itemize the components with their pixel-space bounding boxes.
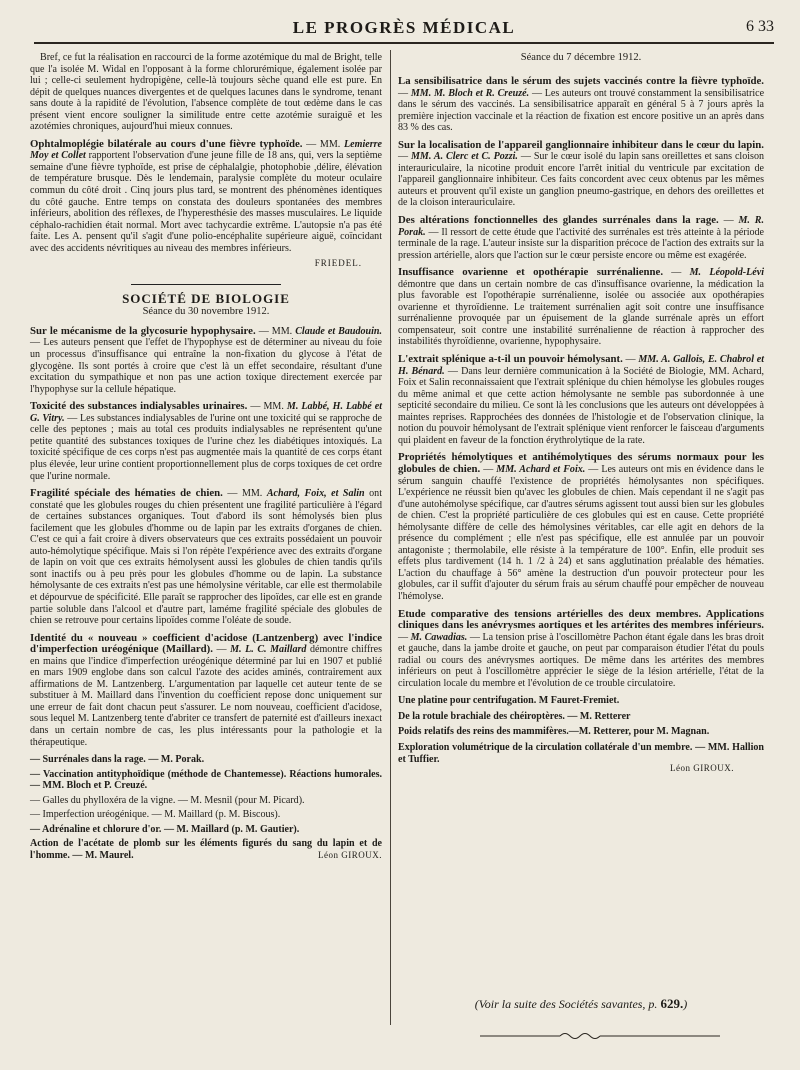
article-title: La sensibilisatrice dans le sérum des sujets vaccinés contre la fièvre typhoïde. <box>398 75 764 87</box>
article-text: démontre chiffres en mains que l'indice d'imperfection uréogénique déterminé par lui en 1907 et publié en mars 1909 englobe dans son calcul l'azote des acides aminés, contrairement aux affirmations de M. Lantzenberg. L'argumentation par laquelle cet auteur tente de se substituer à M. Maillard dans l'invention du coefficient repose donc uniquement sur une erreur de fait dont chacun peut s'assurer. Le nom nouveau, coefficient d'acidose, sous lequel M. Lantzenberg tente d'abriter ce transfert de paternité est d'ailleurs inexact dans un certain nombre de cas, les plus intéressants pour la pathologie et la thérapeutique. <box>30 644 383 748</box>
ornament-rule <box>480 1030 720 1042</box>
article-title: L'extrait splénique a-t-il un pouvoir hémolysant. <box>398 353 623 366</box>
article-authors: MM. A. Gallois, E. Chabrol et H. Bénard. <box>398 354 764 377</box>
intro-paragraph: Bref, ce fut la réalisation en raccourci de la forme azotémique du mal de Bright, telle que l'a isolée M. Widal en l'opposant à la forme chlorurémique, également isolée par lui ; celle-ci seulement hydropigène, celle-là toujours sèche quand elle est pure. En dépit de quelques nuances divergentes et de quelques lacunes dans le syndrome, tenant sans doute à la rapidité de l'évolution, l'absence complète de tout œdème dans le cas présent vient encore souligner la similitude entre cette azotémie suraiguë et les azotémies chroniques, aujourd'hui mieux connues. <box>30 52 382 133</box>
continuation-page: 629. <box>660 996 684 1011</box>
list-item: Poids relatifs des reins des mammifères.—M. Retterer, pour M. Magnan. <box>398 726 710 738</box>
article-text: Dans leur dernière communication à la Société de Biologie, MM. Achard, Foix et Salin reconnaissaient que l'extrait splénique du chien hémolyse les globules rouges du même animal et que cette action hémolysante ne semble pas subordonnée à une septicité secondaire du milieu. Ce sont là les conclusions que les auteurs ont développées à maintes reprises. Rapprochées des données de l'histologie et de l'observation clinique, la notion du pouvoir hémolysant de l'extrait splénique vient renforcer le faisceau d'arguments qui plaident en faveur de la fonction érythrolytique de la rate. <box>398 365 765 446</box>
page-number: 6 33 <box>746 18 774 35</box>
header-rule <box>34 42 774 44</box>
article-authors: Claude et Baudouin. <box>295 325 383 337</box>
signature-giroux: Léon GIROUX. <box>670 763 734 774</box>
article-authors: M. R. Porak. <box>398 215 764 238</box>
list-item: — Adrénaline et chlorure d'or. — M. Maillard (p. M. Gautier). <box>30 823 300 835</box>
article-authors: M. L. C. Maillard <box>230 644 307 656</box>
article-text: ont constaté que les globules rouges du chien présentent une fragilité particulière à l'égard de certaines substances organiques. Tout d'abord ils sont hémolysés bien plus facilement que les globules d'homme ou de lapin par les extraits d'organes de chien. C'est ce qui a fait croire à divers observateurs que ces extraits possédaient un pouvoir auto-hémolytique spécifique. Mais si l'on répète l'expérience avec des extraits d'organe de lapin on voit que ces extraits hémolysent aussi les globules de chien tandis qu'ils sont inactifs ou à peu près pour les globules d'homme ou de lapin. La substance hémolysante de ces extraits n'est pas une hémolysine véritable, car elle est thermolabile et dépourvue de spécificité. Elle paraît se rapprocher des lipoïdes, car elle est en grande partie soluble dans l'alcool et d'autre part, laméme fragilité spéciale des globules de chien se retrouve pour certains lipoïdes comme l'oléate de soude. <box>30 488 382 627</box>
article-text: Sur le cœur isolé du lapin sans oreillettes et sans cloison interauriculaire, la nicotine produit encore l'arrêt initial du ventricule par excitation de l'appareil ganglionnaire inhibiteur. Ces faits concordent avec ceux obtenus par les mêmes auteurs et prouvent qu'il existe un ganglion pneumo-gastrique, en dehors des oreillettes et de la cloison interauriculaire. <box>398 151 764 209</box>
society-title: SOCIÉTÉ DE BIOLOGIE <box>122 290 290 306</box>
article-authors: M. Léopold-Lévi <box>689 267 764 279</box>
seance-date: Séance du 30 novembre 1912. <box>142 306 270 318</box>
list-item: — Galles du phylloxéra de la vigne. — M. Mesnil (pour M. Picard). <box>30 794 305 806</box>
article-title: Ophtalmoplégie bilatérale au cours d'une fièvre typhoïde. <box>30 137 303 150</box>
right-column: La sensibilisatrice dans le sérum des sujets vaccinés contre la fièvre typhoïde. — MM. M. Bloch et R. Creuzé. — Les auteurs ont trouvé constamment la sensibilisatrice dans le sérum des vaccinés. La sensibilisatrice apparaît en général 5 à 7 jours après la première injection vaccinale et la réaction de fixation est encore positive un an après dans 83 % des cas. Sur la localisation de l'appareil ganglionnaire inhibiteur dans le cœur du lapin. — MM. A. Clerc et C. Pozzi. — Sur le cœur isolé du lapin sans oreillettes et sans cloison interauriculaire, la nicotine produit encore l'arrêt initial du ventricule par excitation de l'appareil ganglionnaire inhibiteur. Ces faits concordent avec ceux obtenus par les mêmes auteurs et prouvent qu'il existe un ganglion pneumo-gastrique, en dehors des oreillettes et de la cloison interauriculaire. Des altérations fonctionnelles des glandes surrénales dans la rage. — M. R. Porak. — Il ressort de cette étude que l'activité des surrénales est très atteinte à la période terminale de la rage. L'auteur insiste sur la disparition précoce de l'action des extraits sur la pression artérielle, alors que l'action sur le cœur persiste encore ou même est exagérée. Insuffisance ovarienne et opothérapie surrénalienne. — M. Léopold-Lévi démontre que dans un certain nombre de cas d'insuffisance ovarienne, la médication la plus favorable est l'opothérapie surrénalienne, isolée ou associée aux opothérapies ovarienne et thyroïdienne. Le traitement surrénalien agit soit contre une insuffisance surrénalienne provoquée par un épuisement de la glande surrénale après un effort compensateur, soit contre une instabilité surrénalienne de réaction à rapprocher des instabilités thyroïdienne, ovarienne, hypophysaire. L'extrait splénique a-t-il un pouvoir hémolysant. — MM. A. Gallois, E. Chabrol et H. Bénard. — Dans leur dernière communication à la Société de Biologie, MM. Achard, Foix et Salin reconnaissaient que l'extrait splénique du chien hémolyse les globules rouges du même animal et que cette action hémolysante ne semble pas subordonnée à une septicité secondaire du milieu. Ce sont là les conclusions que les auteurs ont développées à maintes reprises. Rapprochées des données de l'histologie et de l'observation clinique, la notion du pouvoir hémolysant de l'extrait splénique vient renforcer le faisceau d'arguments qui plaident en faveur de la fonction érythrolytique de la rate. Propriétés hémolytiques et antihémolytiques des sérums normaux pour les globules de chien. — MM. Achard et Foix. — Les auteurs ont mis en évidence dans le sérum sanguin chauffé l'existence de propriétés hémolysantes non spécifiques. L'expérience ne réussit bien qu'avec les globules de chien. Mais cependant il ne s'agit pas d'une autohémolyse spécifique, car d'autres sérums agissent tout aussi bien sur les globules de chien. C'est la propriété particulière de ces globules qui est en cause. Cette propriété hémolysante diffère de celle des hémolysines véritables, car elle agit en dehors de la présence du complément ; elle n'est pas spécifique, elle est annulée par un pouvoir antagoniste ; thermolabile, elle résiste à la température de 100°. Enfin, elle produit ses effets plus tardivement (14 h. 1 /2 à 24) et sans agglutination préalable des hématies. L'action du chauffage à 56° amène la destruction d'un pouvoir protecteur pour les globules, car il suffit d'ajouter du sérum frais au sérum chauffé pour empêcher de nouveau l'hémolyse. Etude comparative des tensions artérielles des deux membres. Applications cliniques dans les anévrysmes aortiques et les artérites des membres inférieurs. — M. Cawadias. — La tension prise à l'oscillomètre Pachon étant égale dans les bras droit et gauche, dans la jambe droite et gauche, on peut par comparaison étudier l'état du pouls radial ou cours des anévrysmes aortiques. De même dans les artérites des membres inférieurs on peut à l'oscillomètre apprécier le siège de la lésion artérielle, l'état de la circulation locale du membre et l'évolution de ce trouble circulatoire. Une platine pour centrifugation. M Fauret-Fremiet. De la rotule brachiale des chéiroptères. — M. Retterer Poids relatifs des reins des mammifères.—M. Retterer, pour M. Magnan. Exploration volumétrique de la circulation collatérale d'un membre. — MM. Hallion et Tuffier. Léon GIROUX. <box>398 75 765 774</box>
article-authors: MM. M. Bloch et R. Creuzé. <box>410 87 530 99</box>
article-title: Insuffisance ovarienne et opothérapie surrénalienne. <box>398 266 664 279</box>
article-title: Propriétés hémolytiques et antihémolytiques des sérums normaux pour les globules de chien. <box>398 451 764 475</box>
continuation-text: (Voir la suite des Sociétés savantes, p. <box>474 997 658 1011</box>
article-plomb <box>30 838 382 861</box>
article-title: Toxicité des substances indialysables urinaires. <box>30 400 248 413</box>
article-title: Action de l'acétate de plomb sur les éléments figurés du sang du lapin et de l'homme. — M. Maurel. <box>30 838 382 861</box>
article-title: Sur le mécanisme de la glycosurie hypophysaire. <box>30 324 256 337</box>
list-item: — Surrénales dans la rage. — M. Porak. <box>30 754 205 766</box>
article-text: Les auteurs ont mis en évidence dans le sérum sanguin chauffé l'existence de propriétés hémolysantes non spécifiques. L'expérience ne réussit bien qu'avec les globules de chien. Mais cependant il ne s'agit pas d'une autohémolyse spécifique, car d'autres sérums agissent tout aussi bien sur les globules de chien. C'est la propriété particulière de ces globules qui est en cause. Cette propriété hémolysante diffère de celle des hémolysines véritables, car elle agit en dehors de la présence du complément ; elle n'est pas spécifique, elle est annulée par un pouvoir antagoniste ; thermolabile, elle résiste à la température de 100°. Enfin, elle produit ses effets plus tardivement (14 h. 1 /2 à 24) et sans agglutination préalable des hématies. L'action du chauffage à 56° amène la destruction d'un pouvoir protecteur pour les globules, car il suffit d'ajouter du sérum frais au sérum chauffé pour empêcher de nouveau l'hémolyse. <box>398 463 764 602</box>
signature-friedel: FRIEDEL. <box>314 258 362 269</box>
article-authors: M. Cawadias. <box>410 631 468 643</box>
page-header <box>34 18 774 40</box>
article-text: Il ressort de cette étude que l'activité des surrénales est très atteinte à la période terminale de la rage. L'auteur insiste sur la disparition précoce de l'action des extraits sur la pression artérielle, alors que l'action sur le cœur persiste encore ou même est exagérée. <box>398 226 764 261</box>
list-item: Une platine pour centrifugation. M Fauret-Fremiet. <box>398 695 620 707</box>
column-divider <box>390 50 391 1025</box>
article-authors: Achard, Foix, et Salin <box>266 488 365 500</box>
list-item: Exploration volumétrique de la circulation collatérale d'un membre. — MM. Hallion et Tuffier. <box>398 741 764 765</box>
article-text: démontre que dans un certain nombre de cas d'insuffisance ovarienne, la médication la plus favorable est l'opothérapie surrénalienne, isolée ou associée aux opothérapies ovarienne et thyroïdienne. Le traitement surrénalien agit soit contre une insuffisance surrénalienne provoquée par un épuisement de la glande surrénale après un effort compensateur, soit contre une instabilité surrénalienne de réaction à rapprocher des instabilités thyroïdienne, ovarienne, hypophysaire. <box>398 278 764 348</box>
article-text: rapportent l'observation d'une jeune fille de 18 ans, qui, vers la septième semaine d'une fièvre typhoïde, est prise de céphalalgie, photophobie ,délire, élévation de température brusque. Dès le lendemain, paralysie complète du moteur oculaire commun du côté droit . Cinq jours plus tard, se montrent des phénomènes identiques du côté gauche. Entre temps on constata des douleurs spontanées des membres inférieurs, abolition des réflexes, de l'hyperesthésie des masses musculaires. Le liquide céphalo-rachidien était normal. Mort avec tachycardie extrême. L'autopsie n'a pas été faite. Les A. pensent qu'il s'agit d'une polio-encéphalite supérieure aiguë, coïncidant avec des accidents névritiques au niveau des membres inférieurs. <box>30 150 383 254</box>
journal-title: LE PROGRÈS MÉDICAL <box>292 18 516 37</box>
article-title: Fragilité spéciale des hématies de chien. <box>30 487 223 500</box>
list-item: De la rotule brachiale des chéiroptères. — M. Retterer <box>398 710 631 722</box>
list-item: — Vaccination antityphoïdique (méthode de Chantemesse). Réactions humorales.— MM. Bloch et P. Creuzé. <box>30 768 382 792</box>
article-text: Les auteurs ont trouvé constamment la sensibilisatrice dans le sérum des vaccinés. La sensibilisatrice apparaît en général 5 à 7 jours après la première injection vaccinale et la réaction de fixation est encore positive un an après dans 83 % des cas. <box>398 87 765 134</box>
article-title: Identité du « nouveau » coefficient d'acidose (Lantzenberg) avec l'indice d'imperfection uréogénique (Maillard). <box>30 631 382 656</box>
continuation-close: ) <box>683 997 688 1011</box>
article-text: Les substances indialysables de l'urine ont une toxicité qui se rapproche de celle des peptones ; mais au total ces produits indialysables ne représentent qu'une petite quantité des substances toxiques de l'urine chez les diabétiques intoxiqués. La toxicité spécifique de ces corps n'est pas augmentée mais la quantité de ces corps étant plus élevée, leur urine contient proportionnellement plus de corps toxiques de cet ordre que l'urine normale. <box>30 412 382 482</box>
article-authors: MM. A. Clerc et C. Pozzi. <box>410 151 518 163</box>
seance-date: Séance du 7 décembre 1912. <box>520 52 642 63</box>
article-title: Etude comparative des tensions artérielles des deux membres. Applications cliniques dans les anévrysmes aortiques et les artérites des membres inférieurs. <box>398 607 764 632</box>
list-item: — Imperfection uréogénique. — M. Maillard (p. M. Biscous). <box>30 809 281 821</box>
continuation-note <box>398 996 764 1012</box>
section-rule <box>131 284 281 285</box>
left-column: Bref, ce fut la réalisation en raccourci de la forme azotémique du mal de Bright, telle que l'a isolée M. Widal en l'opposant à la forme chlorurémique, également isolée par lui ; celle-ci seulement hydropigène, celle-là toujours sèche quand elle est pure. En dépit de quelques nuances divergentes et de quelques lacunes dans le syndrome, tenant sans doute à la rapidité de l'évolution, l'absence complète de tout œdème dans le cas présent vient encore souligner la similitude entre cette azotémie suraiguë et les azotémies chroniques, aujourd'hui mieux connues. Ophtalmoplégie bilatérale au cours d'une fièvre typhoïde. — MM. Lemierre Moy et Collet rapportent l'observation d'une jeune fille de 18 ans, qui, vers la septième semaine d'une fièvre typhoïde, est prise de céphalalgie, photophobie ,délire, élévation de température brusque. Dès le lendemain, paralysie complète du moteur oculaire commun du côté droit . Cinq jours plus tard, se montrent des phénomènes identiques du côté gauche. Entre temps on constata des douleurs spontanées des membres inférieurs, abolition des réflexes, de l'hyperesthésie des masses musculaires. Le liquide céphalo-rachidien était normal. Mort avec tachycardie extrême. L'autopsie n'a pas été faite. Les A. pensent qu'il s'agit d'une polio-encéphalite supérieure aiguë, coïncidant avec des accidents névritiques au niveau des membres inférieurs. FRIEDEL. SOCIÉTÉ DE BIOLOGIE Séance du 30 novembre 1912. Sur le mécanisme de la glycosurie hypophysaire. — MM. Claude et Baudouin. — Les auteurs pensent que l'effet de l'hypophyse est de déterminer au niveau du foie un processus d'insuffisance qui entraîne la non-fixation du glycose à l'état de glycogène. Ils sont portés à croire que c'est là un effet secondaire, résultant d'une excitation du sympathique et non pas une action toxique directement exercée par l'hypophyse sur la cellule hépatique. Toxicité des substances indialysables urinaires. — MM. M. Labbé, H. Labbé et G. Vitry. — Les substances indialysables de l'urine ont une toxicité qui se rapproche de celle des peptones ; mais au total ces produits indialysables ne représentent qu'une petite quantité des substances toxiques de l'urine chez les diabétiques intoxiqués. La toxicité spécifique de ces corps n'est pas augmentée mais la quantité de ces corps étant plus élevée, leur urine contient proportionnellement plus de corps toxiques de cet ordre que l'urine normale. Fragilité spéciale des hématies de chien. — MM. Achard, Foix, et Salin ont constaté que les globules rouges du chien présentent une fragilité particulière à l'égard de certaines substances organiques. Tout d'abord ils sont hémolysés bien plus facilement que les globules d'homme ou de lapin par les extraits d'organes de chien. C'est ce qui a fait croire à divers observateurs que ces extraits possédaient un pouvoir auto-hémolytique spécifique. Mais si l'on répète l'expérience avec des extraits d'organe de lapin on voit que ces extraits hémolysent aussi les globules de chien tandis qu'ils sont inactifs ou à peu près pour les globules d'homme ou de lapin. La substance hémolysante de ces extraits n'est pas une hémolysine véritable, car elle est thermolabile et dépourvue de spécificité. Elle paraît se rapprocher des lipoïdes, car elle est en grande partie soluble dans l'alcool et d'autre part, laméme fragilité spéciale des globules de chien se retrouve pour certains lipoïdes comme l'oléate de soude. Identité du « nouveau » coefficient d'acidose (Lantzenberg) avec l'indice d'imperfection uréogénique (Maillard). — M. L. C. Maillard démontre chiffres en mains que l'indice d'imperfection uréogénique déterminé par lui en 1907 et publié en mars 1909 englobe dans son calcul l'azote des acides aminés, contrairement aux affirmations de M. Lantzenberg. L'argumentation par laquelle cet auteur tente de se substituer à M. Maillard dans l'invention du coefficient repose donc uniquement sur une erreur de fait dont chacun peut s'assurer. Le nom nouveau, coefficient d'acidose, sous lequel M. Lantzenberg tente d'abriter ce transfert de paternité est d'ailleurs inexact dans un certain nombre de cas, les plus intéressants pour la pathologie et la thérapeutique. — Surrénales dans la rage. — M. Porak. — Vaccination antityphoïdique (méthode de Chantemesse). Réactions humorales.— MM. Bloch et P. Creuzé. — Galles du phylloxéra de la vigne. — M. Mesnil (pour M. Picard). — Imperfection uréogénique. — M. Maillard (p. M. Biscous). — Adrénaline et chlorure d'or. — M. Maillard (p. M. Gautier). Action de l'acétate de plomb sur les éléments figurés du sang du lapin et de l'homme. — M. Maurel. Léon GIROUX. <box>30 52 383 861</box>
article-text: La tension prise à l'oscillomètre Pachon étant égale dans les bras droit et gauche, dans la jambe droite et gauche, on peut par comparaison étudier l'état du pouls radial ou cours des anévrysmes aortiques. De même dans les artérites des membres inférieurs on peut à l'oscillomètre apprécier le siège de la lésion artérielle, l'état de la circulation locale du membre et l'évolution de ce trouble circulatoire. <box>398 631 765 689</box>
article-authors: Lemierre Moy et Collet <box>30 138 382 162</box>
article-authors: M. Labbé, H. Labbé et G. Vitry. <box>30 401 382 424</box>
signature-giroux: Léon GIROUX. <box>318 849 382 860</box>
article-text: Les auteurs pensent que l'effet de l'hypophyse est de déterminer au niveau du foie un processus d'insuffisance qui entraîne la non-fixation du glycose à l'état de glycogène. Ils sont portés à croire que c'est là un effet secondaire, résultant d'une excitation du sympathique et non pas une action toxique directement exercée par l'hypophyse sur la cellule hépatique. <box>30 337 382 395</box>
article-title: Sur la localisation de l'appareil ganglionnaire inhibiteur dans le cœur du lapin. <box>398 138 764 151</box>
article-title: Des altérations fonctionnelles des glandes surrénales dans la rage. <box>398 214 719 227</box>
article-authors: MM. Achard et Foix. <box>496 463 586 475</box>
